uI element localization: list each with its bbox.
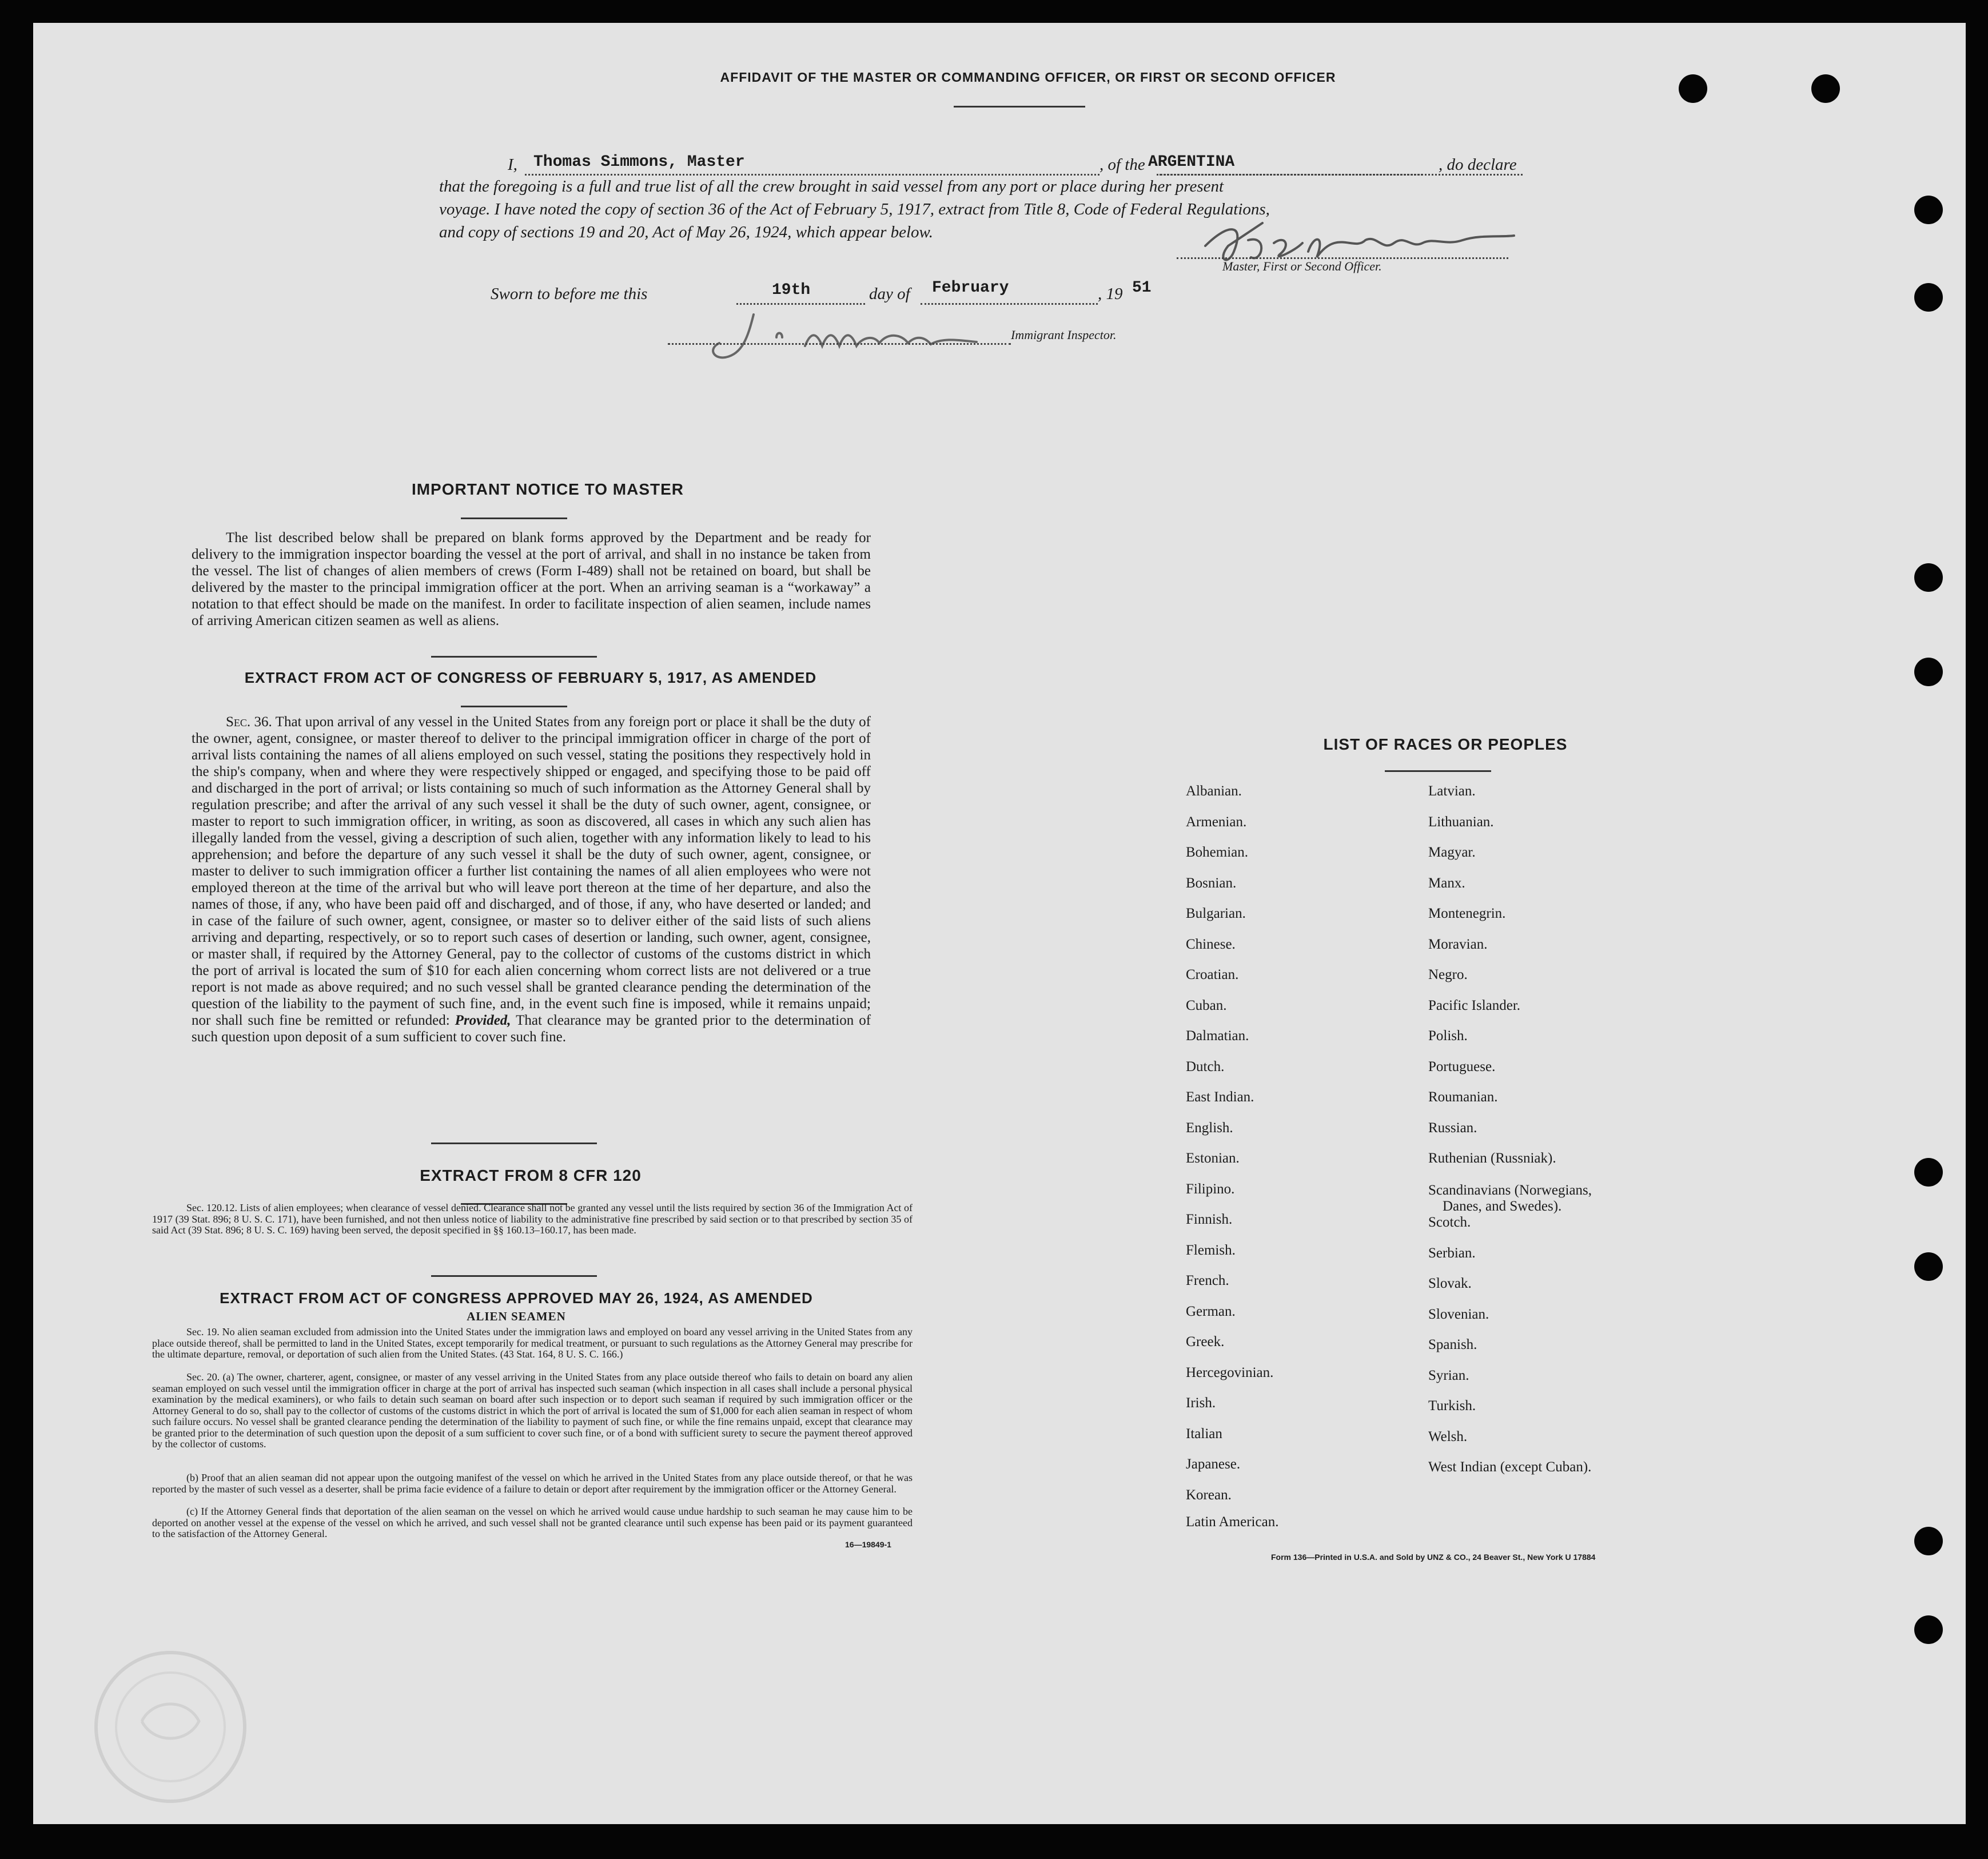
i-label: I, bbox=[508, 156, 517, 174]
race-item: Japanese. bbox=[1186, 1456, 1241, 1472]
notice-title: IMPORTANT NOTICE TO MASTER bbox=[411, 480, 684, 498]
race-item: Cuban. bbox=[1186, 997, 1227, 1013]
punch-hole bbox=[1811, 74, 1840, 103]
race-item: French. bbox=[1186, 1273, 1229, 1288]
punch-hole bbox=[1914, 1615, 1943, 1644]
race-item: Dutch. bbox=[1186, 1058, 1225, 1074]
notice-body: The list described below shall be prepared on blank forms approved by the Department and be ready for delivery to the immigration inspector boarding the vessel at the port of arrival, and shall in no instance be taken from the vessel. The list of changes of alien members of crews (Form I-489) shall not be retained on board, but shall be delivered by the master to the principal immigration officer at the port. When an arriving seaman is a “workaway” a notation to that effect should be made on the manifest. In order to facilitate inspection of alien seamen, include names of arriving American citizen seamen as well as aliens. bbox=[192, 530, 871, 628]
vessel-name: ARGENTINA bbox=[1148, 153, 1235, 171]
punch-hole bbox=[1914, 658, 1943, 686]
race-item: Polish. bbox=[1428, 1028, 1468, 1044]
declaration-line-3: voyage. I have noted the copy of section 36 of the Act of February 5, 1917, extract from Title 8, Code of Federal Regulations, bbox=[439, 200, 1270, 218]
of-the-label: , of the bbox=[1099, 156, 1145, 174]
sworn-month: February bbox=[932, 279, 1009, 297]
sworn-day: 19th bbox=[772, 281, 811, 299]
master-role-label: Master, First or Second Officer. bbox=[1222, 259, 1382, 273]
sworn-label: Sworn to before me this bbox=[491, 285, 648, 303]
cfr-title: EXTRACT FROM 8 CFR 120 bbox=[420, 1167, 642, 1184]
races-title: LIST OF RACES OR PEOPLES bbox=[1323, 735, 1568, 753]
extract-1917-title: EXTRACT FROM ACT OF CONGRESS OF FEBRUARY 5, 1917, AS AMENDED bbox=[244, 669, 817, 686]
day-of-label: day of bbox=[869, 285, 910, 303]
race-item: Bohemian. bbox=[1186, 845, 1249, 860]
race-item: Albanian. bbox=[1186, 783, 1242, 799]
race-item: Slovak. bbox=[1428, 1276, 1472, 1291]
race-item: Manx. bbox=[1428, 875, 1465, 891]
race-item: German. bbox=[1186, 1303, 1236, 1319]
declaration-line-1 bbox=[508, 153, 1548, 176]
alien-seamen-subtitle: ALIEN SEAMEN bbox=[467, 1309, 566, 1323]
race-item: Lithuanian. bbox=[1428, 814, 1494, 830]
section-20a-text: Sec. 20. (a) The owner, charterer, agent, consignee, or master of any vessel arriving in the United States from any place outside thereof who fails to detain on board any alien seaman employed on such vessel until the immigration officer in charge at the port of arrival has inspected such seaman (which inspection in all cases shall include a personal physical examination by the medical examiners), or who fails to detain such seaman on board after such inspection or to deport such seaman if required by such immigration officer or the Attorney General to do so, shall pay to the collector of customs of the customs district in which the port of arrival is located the sum of $1,000 for each alien seaman in respect of whom such failure occurs. No vessel shall be granted clearance pending the determination of the liability to payment of such fine, or while the fine remains unpaid, except that clearance may be granted prior to the determination of such question upon the deposit of a sum sufficient to cover such fine, or of a bond with sufficient surety to secure the payment thereof approved by the collector of customs. bbox=[152, 1371, 913, 1450]
race-item: Croatian. bbox=[1186, 967, 1239, 982]
document-sheet bbox=[33, 23, 1966, 1824]
race-item: Welsh. bbox=[1428, 1428, 1468, 1444]
section-19-text: Sec. 19. No alien seaman excluded from admission into the United States under the immigration laws and employed on board any vessel arriving in the United States from any place outside thereof, shall be permitted to land in the United States, except temporarily for medical treatment, or pursuant to such regulations as the Attorney General may prescribe for the ultimate departure, removal, or deportation of such alien from the United States. (43 Stat. 164, 8 U. S. C. 166.) bbox=[152, 1326, 913, 1360]
punch-hole bbox=[1914, 1252, 1943, 1281]
race-item: Turkish. bbox=[1428, 1398, 1476, 1414]
section-20c-text: (c) If the Attorney General finds that deportation of the alien seaman on the vessel on which he arrived would cause undue hardship to such seaman he may cause him to be deported on another vessel at the expense of the vessel on which he arrived, and such vessel shall not be granted clearance until such expense has been paid or its payment guaranteed to the satisfaction of the Attorney General. bbox=[152, 1506, 913, 1539]
punch-hole bbox=[1914, 563, 1943, 592]
race-item: Montenegrin. bbox=[1428, 906, 1506, 921]
race-item: Armenian. bbox=[1186, 814, 1247, 830]
do-declare-label: , do declare bbox=[1439, 156, 1517, 174]
race-item: Bosnian. bbox=[1186, 875, 1237, 891]
provided-label: Provided, bbox=[455, 1013, 511, 1028]
declarant-name: Thomas Simmons, Master bbox=[533, 153, 745, 171]
declaration-line-2: that the foregoing is a full and true list of all the crew brought in said vessel from any port or place during her present bbox=[439, 177, 1224, 196]
section-36-end: That clearance may be granted prior to the determination of such question upon deposit of a sum sufficient to cover such fine. bbox=[192, 1013, 871, 1045]
race-item: Russian. bbox=[1428, 1120, 1477, 1136]
race-item: Syrian. bbox=[1428, 1367, 1469, 1383]
race-item: Negro. bbox=[1428, 967, 1468, 982]
race-item: Danes, and Swedes). bbox=[1443, 1198, 1562, 1214]
race-item: Spanish. bbox=[1428, 1337, 1477, 1352]
section-36-text: That upon arrival of any vessel in the United States from any foreign port or place it shall be the duty of the owner, agent, consignee, or master thereof to deliver to the principal immigration officer in charge of the port of arrival lists containing the names of all aliens employed on such vessel, stating the positions they respectively hold in the ship's company, when and where they were respectively shipped or engaged, and specifying those to be paid off and discharged in the port of arrival; or lists containing so much of such information as the Attorney General shall by regulation prescribe; and after the arrival of any such vessel it shall be the duty of such owner, agent, consignee, or master to report to such immigration officer, in writing, as soon as discovered, all cases in which any such alien has illegally landed from the vessel, giving a description of such alien, together with any information likely to lead to his apprehension; and before the departure of any such vessel it shall be the duty of such owner, agent, consignee, or master to deliver to such immigration officer a further list containing the names of all alien employees who were not employed thereon at the time of the arrival but who will leave port thereon at the time of her departure, and also the names of those, if any, who have been paid off and discharged, and of those, if any, who have deserted or landed; and in case of the failure of such owner, agent, consignee, or master so to deliver either of the said lists of such aliens arriving and departing, respectively, or so to report such cases of desertion or landing, such owner, agent, consignee, or master shall, if required by the Attorney General, pay to the collector of customs of the customs district in which the port of arrival is located the sum of $10 for each alien concerning whom correct lists are not delivered or a true report is not made as above required; and no such vessel shall be granted clearance pending the determination of the question of the liability to the payment of such fine, and, in the event such fine is imposed, while it remains unpaid; nor shall such fine be remitted or refunded: bbox=[192, 714, 871, 1028]
race-item: Scotch. bbox=[1428, 1215, 1471, 1230]
form-code: 16—19849-1 bbox=[845, 1540, 891, 1549]
race-item: Finnish. bbox=[1186, 1212, 1233, 1227]
race-item: Pacific Islander. bbox=[1428, 997, 1521, 1013]
race-item: Filipino. bbox=[1186, 1181, 1235, 1197]
declaration-line-4: and copy of sections 19 and 20, Act of May 26, 1924, which appear below. bbox=[439, 223, 933, 241]
race-item: Latvian. bbox=[1428, 783, 1476, 799]
punch-hole bbox=[1914, 196, 1943, 224]
sworn-line bbox=[491, 279, 1234, 306]
punch-hole bbox=[1914, 1158, 1943, 1187]
race-item: Flemish. bbox=[1186, 1242, 1236, 1258]
race-item: Slovenian. bbox=[1428, 1306, 1489, 1322]
race-item: Magyar. bbox=[1428, 845, 1476, 860]
race-item: Chinese. bbox=[1186, 936, 1236, 952]
punch-hole bbox=[1914, 1527, 1943, 1555]
inspector-role-label: Immigrant Inspector. bbox=[1011, 328, 1117, 342]
race-item: Greek. bbox=[1186, 1334, 1225, 1350]
section-36-label: Sec. 36. bbox=[226, 714, 272, 730]
race-item: Latin American. bbox=[1186, 1514, 1279, 1530]
race-item: East Indian. bbox=[1186, 1089, 1254, 1105]
race-item: Hercegovinian. bbox=[1186, 1364, 1274, 1380]
race-item: West Indian (except Cuban). bbox=[1428, 1459, 1592, 1475]
race-item: Serbian. bbox=[1428, 1245, 1476, 1261]
section-20b-text: (b) Proof that an alien seaman did not appear upon the outgoing manifest of the vessel on which he arrived in the United States from any place outside thereof, or that he was reported by the master of such vessel as a deserter, shall be prima facie evidence of a failure to detain or deport after requirement by the immigration officer or the Attorney General. bbox=[152, 1472, 913, 1495]
race-item: Italian bbox=[1186, 1426, 1222, 1442]
race-item: Scandinavians (Norwegians, bbox=[1428, 1182, 1592, 1198]
seal-stamp bbox=[73, 1635, 268, 1807]
cfr-body: Sec. 120.12. Lists of alien employees; when clearance of vessel denied. Clearance shall not be granted any vessel until the lists required by section 36 of the Immigration Act of 1917 (39 Stat. 896; 8 U. S. C. 171), have been furnished, and not then unless notice of liability to the administrative fine prescribed by said section or to that prescribed by section 35 of said Act (39 Stat. 896; 8 U. S. C. 169) having been served, the deposit specified in §§ 160.13–160.17, has been made. bbox=[152, 1202, 913, 1236]
race-item: Ruthenian (Russniak). bbox=[1428, 1151, 1556, 1166]
race-item: Korean. bbox=[1186, 1487, 1232, 1503]
race-item: Dalmatian. bbox=[1186, 1028, 1249, 1044]
sworn-year: 51 bbox=[1132, 279, 1152, 297]
title-rule bbox=[954, 106, 1085, 108]
affidavit-title: AFFIDAVIT OF THE MASTER OR COMMANDING OFFICER, OR FIRST OR SECOND OFFICER bbox=[720, 70, 1336, 85]
race-item: Roumanian. bbox=[1428, 1089, 1498, 1105]
race-item: Bulgarian. bbox=[1186, 906, 1246, 921]
race-item: Portuguese. bbox=[1428, 1058, 1496, 1074]
race-item: Irish. bbox=[1186, 1395, 1216, 1411]
form-print-note: Form 136—Printed in U.S.A. and Sold by UNZ & CO., 24 Beaver St., New York U 17884 bbox=[1271, 1553, 1596, 1562]
extract-1924-title: EXTRACT FROM ACT OF CONGRESS APPROVED MAY 26, 1924, AS AMENDED bbox=[220, 1289, 813, 1307]
race-item: Estonian. bbox=[1186, 1151, 1240, 1166]
extract-1917-body bbox=[192, 714, 871, 1045]
year-prefix: , 19 bbox=[1098, 285, 1123, 303]
punch-hole bbox=[1679, 74, 1707, 103]
inspector-signature bbox=[691, 303, 1011, 366]
race-item: English. bbox=[1186, 1120, 1233, 1136]
race-item: Moravian. bbox=[1428, 936, 1488, 952]
punch-hole bbox=[1914, 283, 1943, 312]
